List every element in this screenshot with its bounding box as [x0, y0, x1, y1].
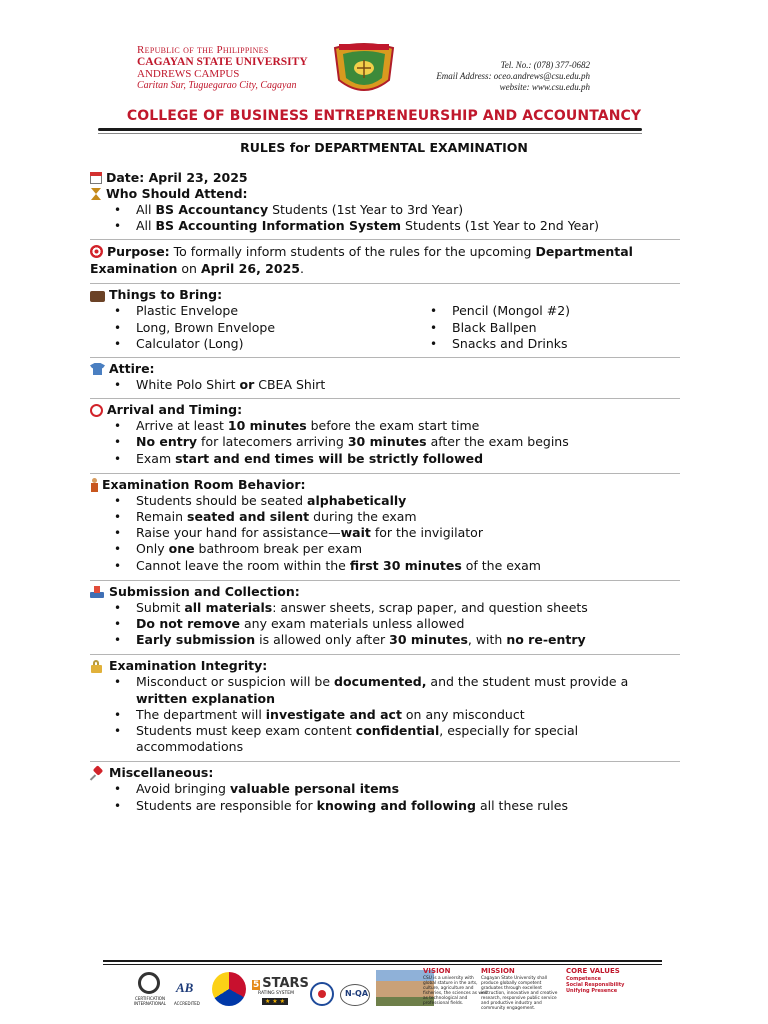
alarm-clock-icon [90, 404, 103, 417]
person-icon [90, 478, 98, 492]
bring-section [90, 287, 680, 352]
bring-heading: Things to Bring: [109, 287, 223, 303]
briefcase-icon [90, 291, 105, 302]
inbox-tray-icon [90, 586, 105, 598]
section-divider [90, 398, 680, 399]
list-item: • Students should be seated alphabetically [114, 493, 680, 509]
philippine-seal-logo [212, 972, 246, 1006]
footer-rule [103, 960, 662, 962]
nqa-logo: N-QA [340, 984, 370, 1006]
accreditation-logos [130, 970, 434, 1006]
list-item: • Remain seated and silent during the exam [114, 509, 680, 525]
university-seal-logo [333, 42, 395, 97]
bring-list-right [430, 303, 680, 352]
list-item: • All BS Accountancy Students (1st Year to 3rd Year) [114, 202, 680, 218]
purpose-label: Purpose: [107, 244, 170, 260]
list-item: • Plastic Envelope [114, 303, 430, 319]
header-rule-thin [98, 133, 642, 134]
integrity-section [90, 658, 680, 755]
misc-section [90, 765, 680, 813]
header-rule [98, 128, 642, 131]
footer-rule-thin [103, 964, 662, 965]
university-name: CAGAYAN STATE UNIVERSITY [137, 56, 308, 68]
section-divider [90, 580, 680, 581]
calendar-icon [90, 172, 102, 184]
arrival-heading: Arrival and Timing: [107, 402, 243, 418]
list-item: • No entry for latecomers arriving 30 minutes after the exam begins [114, 434, 680, 450]
list-item: • Only one bathroom break per exam [114, 541, 680, 557]
behavior-heading: Examination Room Behavior: [102, 476, 306, 492]
list-item: • Arrive at least 10 minutes before the exam start time [114, 418, 680, 434]
section-divider [90, 283, 680, 284]
list-item: • Avoid bringing valuable personal items [114, 781, 680, 797]
list-item: • Raise your hand for assistance—wait for the invigilator [114, 525, 680, 541]
qs-stars-logo: 5 STARS RATING SYSTEM ★ ★ ★ [253, 976, 309, 1005]
list-item: • Pencil (Mongol #2) [430, 303, 680, 319]
list-item: • Do not remove any exam materials unless allowed [114, 616, 680, 632]
mission-block: MISSION Cagayan State University shall produce globally competent graduates through excellent instruction, innovative and creative research, responsive public service and productive industry and community engagement. [481, 967, 558, 1011]
website: website: www.csu.edu.ph [499, 82, 590, 92]
university-block [137, 44, 308, 92]
exam-date: Date: April 23, 2025 [106, 170, 248, 185]
hourglass-icon [90, 187, 102, 201]
list-item: • Calculator (Long) [114, 336, 430, 352]
list-item: • Submit all materials: answer sheets, scrap paper, and question sheets [114, 600, 680, 616]
iso-certification-logo [310, 982, 334, 1006]
aab-accreditation-logo: AB ACCREDITED [174, 980, 200, 1006]
arrival-section [90, 402, 680, 467]
target-icon [90, 245, 103, 258]
attend-heading: Who Should Attend: [106, 186, 248, 201]
list-item: • Students must keep exam content confidential, especially for special accommodations [114, 723, 680, 755]
attend-section [90, 186, 680, 234]
misc-heading: Miscellaneous: [109, 765, 214, 781]
list-item: • The department will investigate and act on any misconduct [114, 707, 680, 723]
vision-block: VISION CSU is a university with global stature in the arts, culture, agriculture and fisheries, the sciences as well as technological and professional fields. [423, 967, 487, 1006]
list-item: • Cannot leave the room within the first 30 minutes of the exam [114, 558, 680, 574]
list-item: • Misconduct or suspicion will be documented, and the student must provide a written explanation [114, 674, 680, 706]
list-item: • Students are responsible for knowing and following all these rules [114, 798, 680, 814]
campus-address: Caritan Sur, Tuguegarao City, Cagayan [137, 80, 297, 91]
submission-section [90, 584, 680, 649]
date-section [90, 170, 680, 186]
section-divider [90, 654, 680, 655]
attire-section [90, 361, 680, 393]
list-item: • All BS Accounting Information System Students (1st Year to 2nd Year) [114, 218, 680, 234]
republic-text: Republic of the Philippines [137, 44, 269, 56]
list-item: • Snacks and Drinks [430, 336, 680, 352]
email-address: Email Address: oceo.andrews@csu.edu.ph [436, 71, 590, 81]
list-item: • Long, Brown Envelope [114, 320, 430, 336]
list-item: • Exam start and end times will be strictly followed [114, 451, 680, 467]
integrity-heading: Examination Integrity: [109, 658, 268, 674]
list-item: • Black Ballpen [430, 320, 680, 336]
section-divider [90, 239, 680, 240]
core-values-block: CORE VALUES Competence Social Responsibility Unifying Presence [566, 967, 625, 994]
behavior-section [90, 477, 680, 574]
shirt-icon [90, 363, 105, 375]
lock-icon [90, 660, 105, 672]
section-divider [90, 357, 680, 358]
campus-name: ANDREWS CAMPUS [137, 68, 240, 80]
list-item: • Early submission is allowed only after 30 minutes, with no re-entry [114, 632, 680, 648]
bring-list-left [90, 303, 430, 352]
certification-logo: CERTIFICATION INTERNATIONAL [130, 972, 168, 1006]
submission-heading: Submission and Collection: [109, 583, 300, 599]
tel-number: Tel. No.: (078) 377-0682 [500, 60, 590, 70]
document-body [90, 170, 680, 814]
document-title: RULES for DEPARTMENTAL EXAMINATION [240, 140, 528, 155]
college-name: COLLEGE OF BUSINESS ENTREPRENEURSHIP AND ACCOUNTANCY [126, 108, 642, 124]
purpose-section: Purpose: To formally inform students of the rules for the upcoming Departmental Examination on April 26, 2025. [90, 244, 633, 276]
pushpin-icon [90, 767, 105, 780]
letterhead [0, 0, 768, 150]
attire-heading: Attire: [109, 361, 155, 377]
list-item: • White Polo Shirt or CBEA Shirt [114, 377, 680, 393]
section-divider [90, 473, 680, 474]
section-divider [90, 761, 680, 762]
contact-block [430, 60, 590, 93]
